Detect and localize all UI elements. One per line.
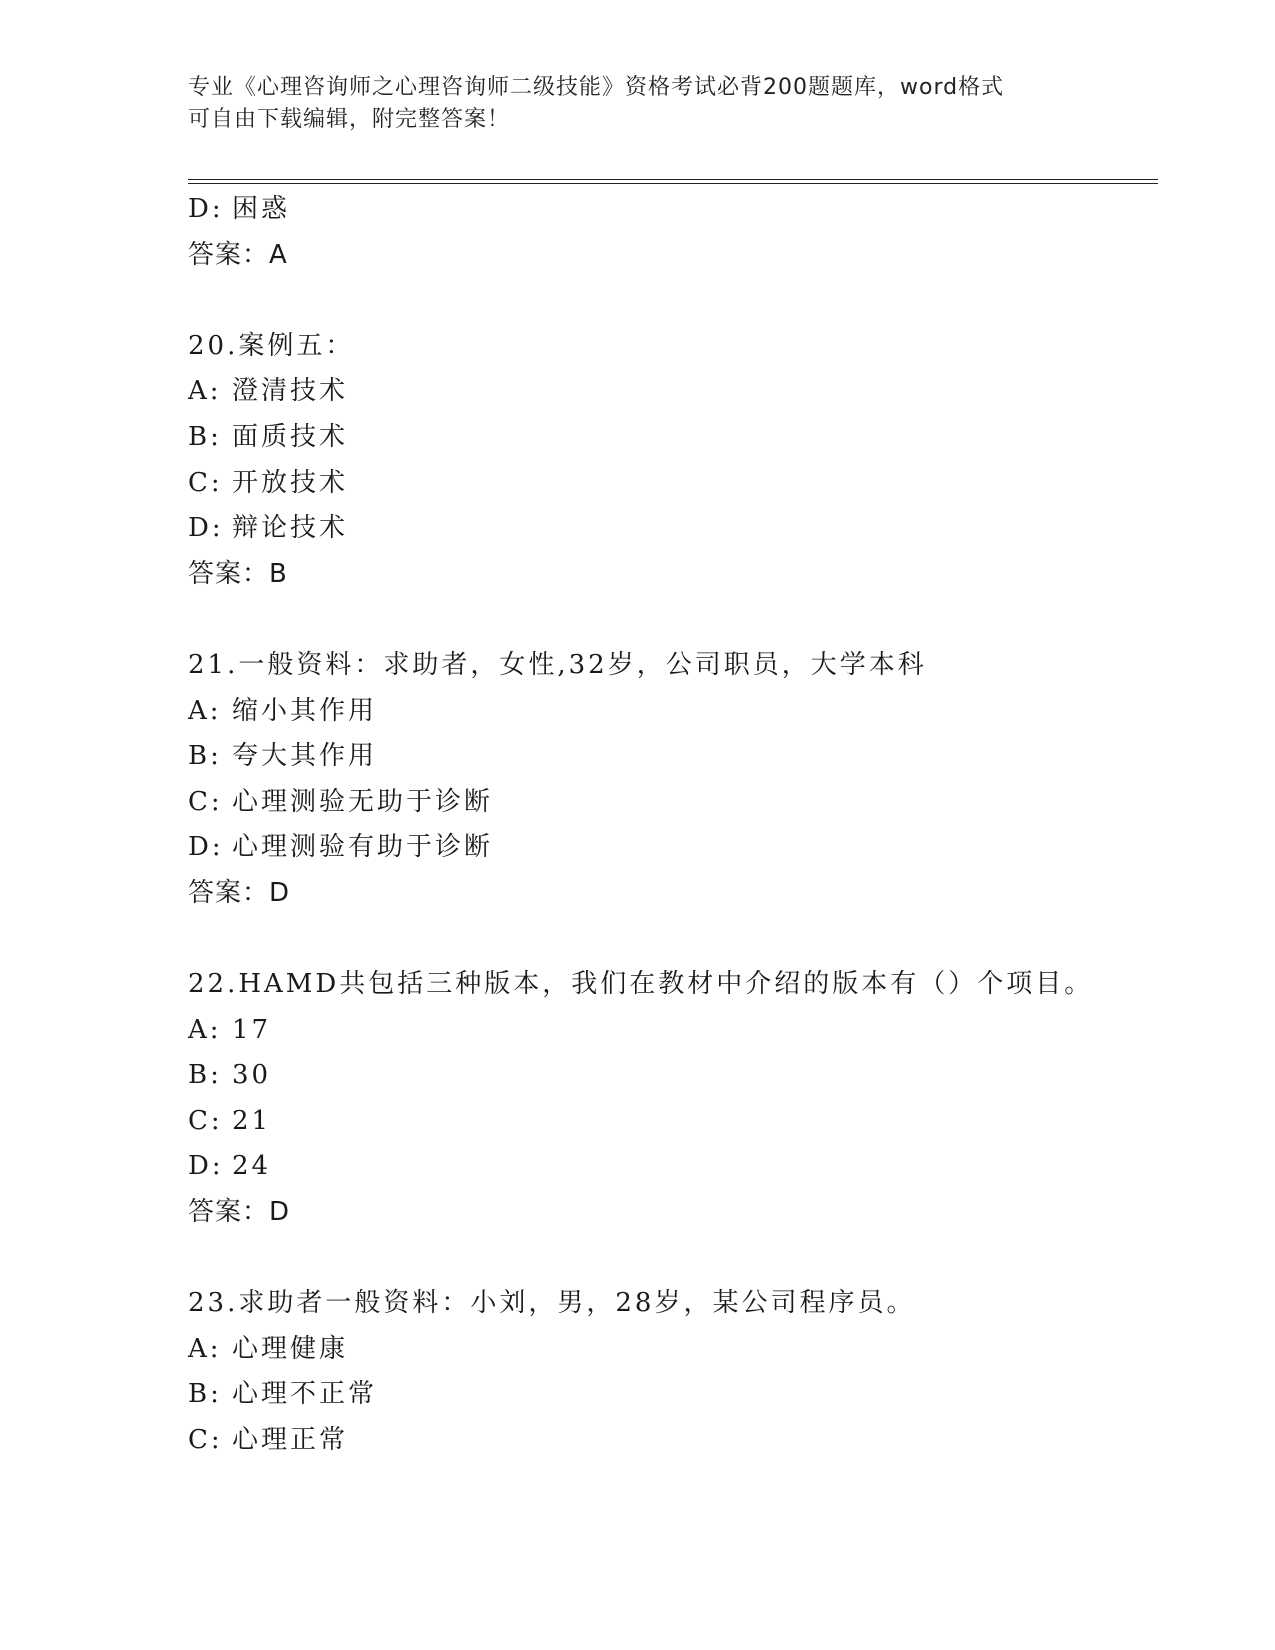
option-label: A:: [188, 1333, 222, 1364]
option-text: 21: [232, 1105, 272, 1136]
option-a: [188, 1327, 1148, 1373]
option-b: [188, 415, 1148, 461]
option-text: 24: [232, 1151, 272, 1182]
question-22: [188, 962, 1148, 1008]
option-label: C:: [188, 1425, 223, 1456]
option-label: D:: [188, 1151, 224, 1182]
option-a: [188, 369, 1148, 415]
option-label: D:: [188, 513, 224, 544]
option-c: [188, 1099, 1148, 1145]
question-23: [188, 1281, 1148, 1327]
option-label: D:: [188, 832, 224, 863]
option-text: 开放技术: [232, 467, 349, 498]
option-text: 心理不正常: [232, 1379, 378, 1410]
header-title-line-2: 可自由下载编辑，附完整答案！: [188, 107, 511, 132]
question-number: 22.: [188, 969, 239, 1000]
option-b: [188, 1053, 1148, 1099]
option-a: [188, 1008, 1148, 1054]
option-text: 心理测验无助于诊断: [232, 786, 494, 817]
option-text: 30: [232, 1060, 272, 1091]
option-label: A:: [188, 695, 222, 726]
option-label: B:: [188, 1060, 222, 1091]
question-21: [188, 643, 1148, 689]
option-text: 澄清技术: [232, 376, 349, 407]
question-20: [188, 324, 1148, 370]
option-text: 辩论技术: [232, 513, 349, 544]
header-divider-top: [188, 179, 1158, 180]
option-text: 心理健康: [232, 1333, 349, 1364]
option-text: 心理正常: [232, 1425, 349, 1456]
option-text: 面质技术: [232, 421, 349, 452]
page-header: [188, 72, 1088, 136]
option-d: [188, 1144, 1148, 1190]
option-c: [188, 461, 1148, 507]
option-b: [188, 734, 1148, 780]
option-a: [188, 689, 1148, 735]
answer-line: 答案：B: [188, 558, 288, 589]
option-text: 困惑: [232, 194, 291, 224]
option-label: A:: [188, 1014, 222, 1045]
question-text: 一般资料：求助者，女性,32岁，公司职员，大学本科: [238, 649, 927, 680]
spacer: [188, 597, 1148, 643]
question-text: 案例五：: [238, 330, 355, 361]
option-label: B:: [188, 741, 222, 772]
answer-line: 答案：D: [188, 1197, 291, 1228]
option-label: C:: [188, 786, 223, 817]
option-text: 夸大其作用: [232, 741, 378, 772]
question-text: HAMD共包括三种版本，我们在教材中介绍的版本有（）个项目。: [238, 969, 1094, 1000]
question-number: 21.: [188, 649, 239, 680]
option-d: [188, 825, 1148, 871]
answer-line: 答案：A: [188, 239, 288, 270]
option-c: [188, 780, 1148, 826]
question-text: 求助者一般资料：小刘，男，28岁，某公司程序员。: [238, 1288, 916, 1319]
header-title-line-1: 专业《心理咨询师之心理咨询师二级技能》资格考试必背200题题库，word格式: [188, 75, 1005, 100]
option-text: 心理测验有助于诊断: [232, 832, 494, 863]
answer-line: 答案：D: [188, 877, 291, 908]
spacer: [188, 917, 1148, 963]
option-d: [188, 506, 1148, 552]
spacer: [188, 1236, 1148, 1282]
option-text: 17: [232, 1014, 272, 1045]
option-label: C:: [188, 467, 223, 498]
question-number: 20.: [188, 330, 239, 361]
option-label: B:: [188, 1379, 222, 1410]
option-c: [188, 1418, 1148, 1464]
spacer: [188, 278, 1148, 324]
option-label: B:: [188, 421, 222, 452]
option-b: [188, 1372, 1148, 1418]
option-label: D:: [188, 194, 224, 224]
option-label: C:: [188, 1105, 223, 1136]
question-number: 23.: [188, 1288, 239, 1319]
option-label: A:: [188, 376, 222, 407]
option-text: 缩小其作用: [232, 695, 378, 726]
question-list: [188, 187, 1148, 1464]
option-d: [188, 187, 1148, 233]
header-divider-bottom: [188, 183, 1158, 184]
